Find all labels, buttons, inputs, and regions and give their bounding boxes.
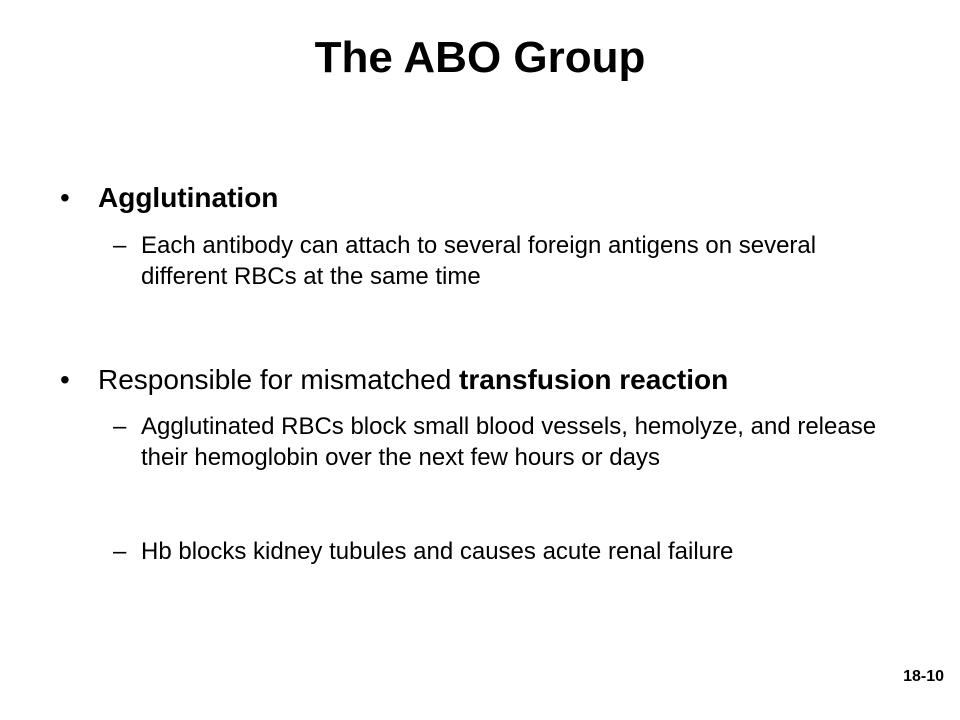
sub-bullet-marker: –	[113, 413, 127, 440]
slide-number: 18-10	[903, 668, 944, 685]
sub-bullet-marker: –	[113, 232, 127, 259]
bullet-text-bold: transfusion reaction	[459, 364, 729, 395]
bullet-text	[98, 362, 918, 398]
bullet-marker: •	[60, 182, 70, 213]
slide-title: The ABO Group	[314, 33, 646, 82]
sub-bullet-marker: –	[113, 538, 127, 565]
sub-bullet-text: Agglutinated RBCs block small blood vessels, hemolyze, and release their hemoglobin over the next few hours or days	[141, 413, 877, 471]
sub-bullet-text: Hb blocks kidney tubules and causes acute renal failure	[141, 538, 734, 565]
bullet-marker: •	[60, 364, 70, 395]
bullet-text-plain: Responsible for mismatched	[98, 364, 460, 395]
sub-bullet-text: Each antibody can attach to several foreign antigens on several different RBCs at the same time	[141, 232, 817, 290]
bullet-label: Agglutination	[98, 182, 279, 213]
